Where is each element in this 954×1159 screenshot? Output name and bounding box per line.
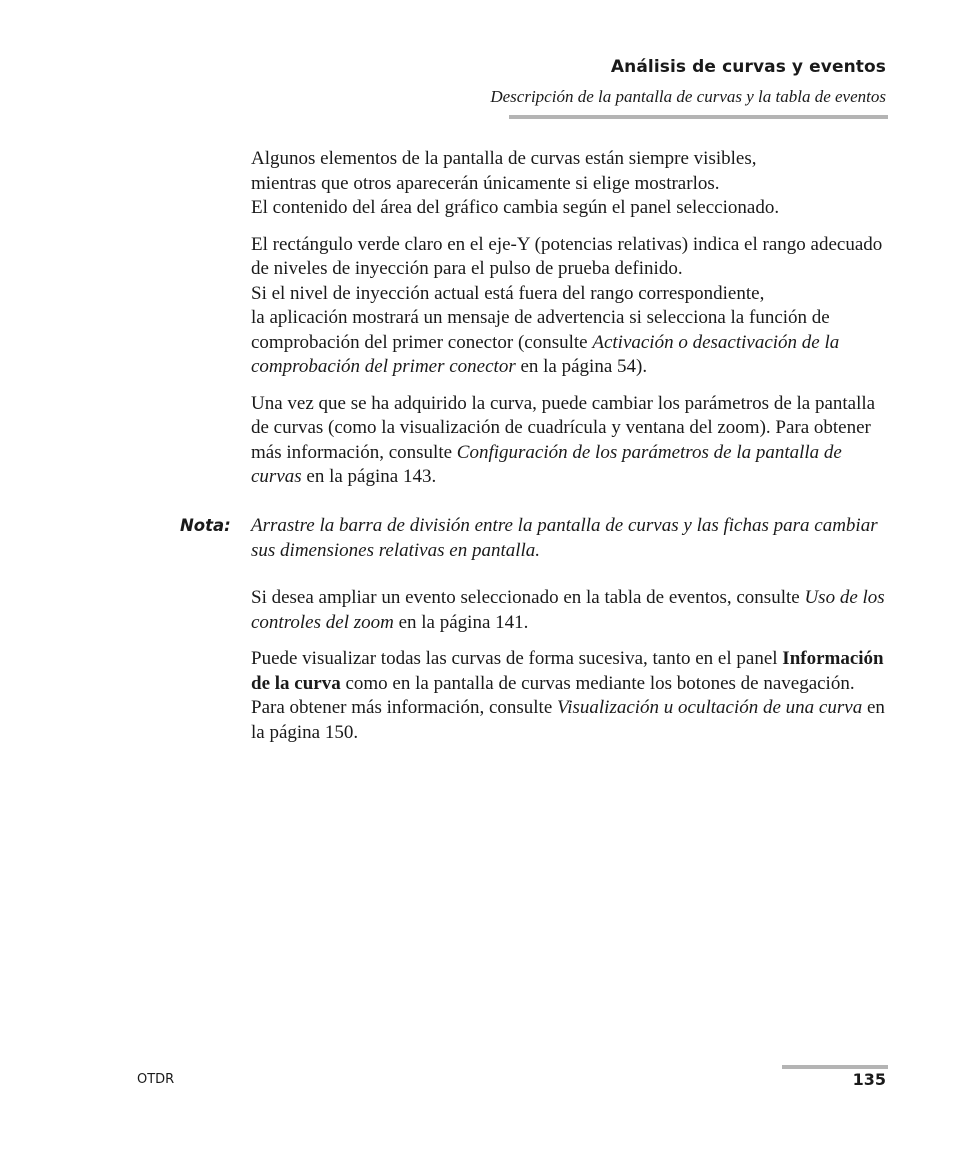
running-header-subtitle: Descripción de la pantalla de curvas y la tabla de eventos <box>490 87 886 106</box>
footer-product-name: OTDR <box>137 1072 175 1087</box>
paragraph-line: El contenido del área del gráfico cambia según el panel seleccionado. <box>251 197 780 218</box>
footer-divider <box>782 1065 888 1069</box>
running-header-title: Análisis de curvas y eventos <box>610 57 886 77</box>
page-number: 135 <box>852 1070 886 1089</box>
cross-reference-link[interactable]: Visualización u ocultación de una curva <box>557 697 863 718</box>
note-label: Nota: <box>180 516 231 535</box>
paragraph-text: la aplicación mostrará un mensaje de advertencia si selecciona la función de comprobación del primer conector (consulte <box>251 307 830 353</box>
paragraph-injection-range <box>251 233 891 380</box>
paragraph-zoom-event <box>251 586 891 635</box>
paragraph-trace-parameters <box>251 392 891 490</box>
paragraph-text: en la página 141. <box>393 611 529 633</box>
paragraph-text: Una vez que se ha adquirido la curva, puede cambiar los parámetros de la pantalla de curvas (como la visualización de cuadrícula y ventana del zoom). Para obtener más información, consulte <box>251 392 876 463</box>
cross-reference-link[interactable]: Uso de los controles del zoom <box>251 587 885 633</box>
paragraph-text: Si el nivel de inyección actual está fuera del rango correspondiente, <box>251 282 765 304</box>
main-body-text <box>251 147 891 502</box>
paragraph-text: El rectángulo verde claro en el eje-Y (potencias relativas) indica el rango adecuado de niveles de inyección para el pulso de prueba definido. <box>251 233 883 279</box>
cross-reference-link[interactable]: Activación o desactivación de la comprobación del primer conector <box>251 331 840 377</box>
cross-reference-link[interactable]: Configuración de los parámetros de la pantalla de curvas <box>251 441 842 487</box>
paragraph-text: en la página 143. <box>301 466 437 487</box>
paragraph-text: en la página 54). <box>515 356 648 377</box>
paragraph-text: en la página 150. <box>251 697 885 743</box>
paragraph-navigate-traces <box>251 647 891 745</box>
paragraph-text: como en la pantalla de curvas mediante los botones de navegación. Para obtener más información, consulte <box>251 672 855 718</box>
ui-term-bold: Información de la curva <box>251 648 884 694</box>
paragraph-text: Puede visualizar todas las curvas de forma sucesiva, tanto en el panel <box>251 648 783 669</box>
paragraph-line: mientras que otros aparecerán únicamente si elige mostrarlos. <box>251 172 720 194</box>
note-text: Arrastre la barra de división entre la pantalla de curvas y las fichas para cambiar sus dimensiones relativas en pantalla. <box>251 515 878 561</box>
paragraph-text: Si desea ampliar un evento seleccionado en la tabla de eventos, consulte <box>251 587 805 608</box>
paragraph-line: Algunos elementos de la pantalla de curvas están siempre visibles, <box>251 148 757 169</box>
header-divider <box>509 115 888 119</box>
main-body-text-continued <box>251 586 891 757</box>
paragraph-display-elements <box>251 147 891 221</box>
